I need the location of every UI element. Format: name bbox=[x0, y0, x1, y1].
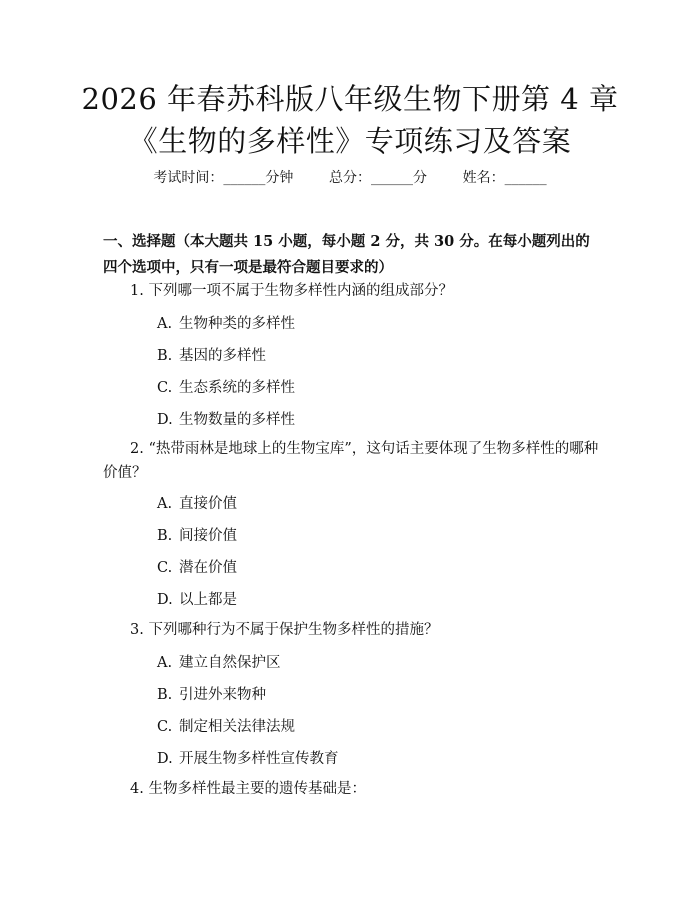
score-unit: 分 bbox=[413, 170, 427, 186]
question-stem: 3. 下列哪种行为不属于保护生物多样性的措施？ bbox=[130, 622, 439, 638]
question-option bbox=[157, 494, 237, 514]
option-text: 建立自然保护区 bbox=[179, 655, 281, 671]
option-text: 潜在价值 bbox=[179, 560, 237, 576]
time-unit: 分钟 bbox=[265, 170, 294, 186]
name-blank: ______ bbox=[504, 170, 547, 186]
question-option bbox=[157, 410, 295, 430]
option-text: 生物种类的多样性 bbox=[179, 316, 295, 332]
option-text: 引进外来物种 bbox=[179, 687, 266, 703]
score-label: 总分： bbox=[329, 170, 371, 186]
exam-meta-line bbox=[0, 168, 700, 188]
option-letter: B. bbox=[157, 528, 173, 544]
question-stem: 2. “热带雨林是地球上的生物宝库”，这句话主要体现了生物多样性的哪种价值？ bbox=[103, 441, 599, 481]
document-title: 2026 年春苏科版八年级生物下册第 4 章《生物的多样性》专项练习及答案 bbox=[81, 82, 619, 158]
question-stem: 4. 生物多样性最主要的遗传基础是： bbox=[130, 781, 366, 797]
question-option bbox=[157, 558, 237, 578]
option-letter: C. bbox=[157, 380, 173, 396]
question-option bbox=[157, 314, 295, 334]
question-option bbox=[157, 346, 266, 366]
time-label: 考试时间： bbox=[153, 170, 224, 186]
option-letter: A. bbox=[157, 496, 173, 512]
question-option bbox=[157, 526, 237, 546]
option-text: 制定相关法律法规 bbox=[179, 719, 295, 735]
time-blank: ______ bbox=[223, 170, 266, 186]
question-option bbox=[157, 653, 281, 673]
question-option bbox=[157, 685, 266, 705]
option-letter: D. bbox=[157, 412, 173, 428]
question-option bbox=[157, 749, 339, 769]
option-text: 以上都是 bbox=[179, 592, 237, 608]
option-text: 间接价值 bbox=[179, 528, 237, 544]
section-heading: 一、选择题（本大题共 15 小题，每小题 2 分，共 30 分。在每小题列出的四个选项中，只有一项是最符合题目要求的） bbox=[103, 233, 590, 276]
option-letter: D. bbox=[157, 592, 173, 608]
option-text: 生物数量的多样性 bbox=[179, 412, 295, 428]
option-text: 生态系统的多样性 bbox=[179, 380, 295, 396]
score-blank: ______ bbox=[371, 170, 413, 186]
option-text: 直接价值 bbox=[179, 496, 237, 512]
option-letter: D. bbox=[157, 751, 173, 767]
option-letter: B. bbox=[157, 348, 173, 364]
option-text: 基因的多样性 bbox=[179, 348, 266, 364]
option-letter: A. bbox=[157, 655, 173, 671]
option-letter: B. bbox=[157, 687, 173, 703]
question-option bbox=[157, 717, 295, 737]
option-letter: C. bbox=[157, 719, 173, 735]
option-letter: A. bbox=[157, 316, 173, 332]
question-option bbox=[157, 378, 295, 398]
option-letter: C. bbox=[157, 560, 173, 576]
name-label: 姓名： bbox=[462, 170, 505, 186]
option-text: 开展生物多样性宣传教育 bbox=[179, 751, 339, 767]
question-option bbox=[157, 590, 237, 610]
question-stem: 1. 下列哪一项不属于生物多样性内涵的组成部分？ bbox=[130, 283, 453, 299]
